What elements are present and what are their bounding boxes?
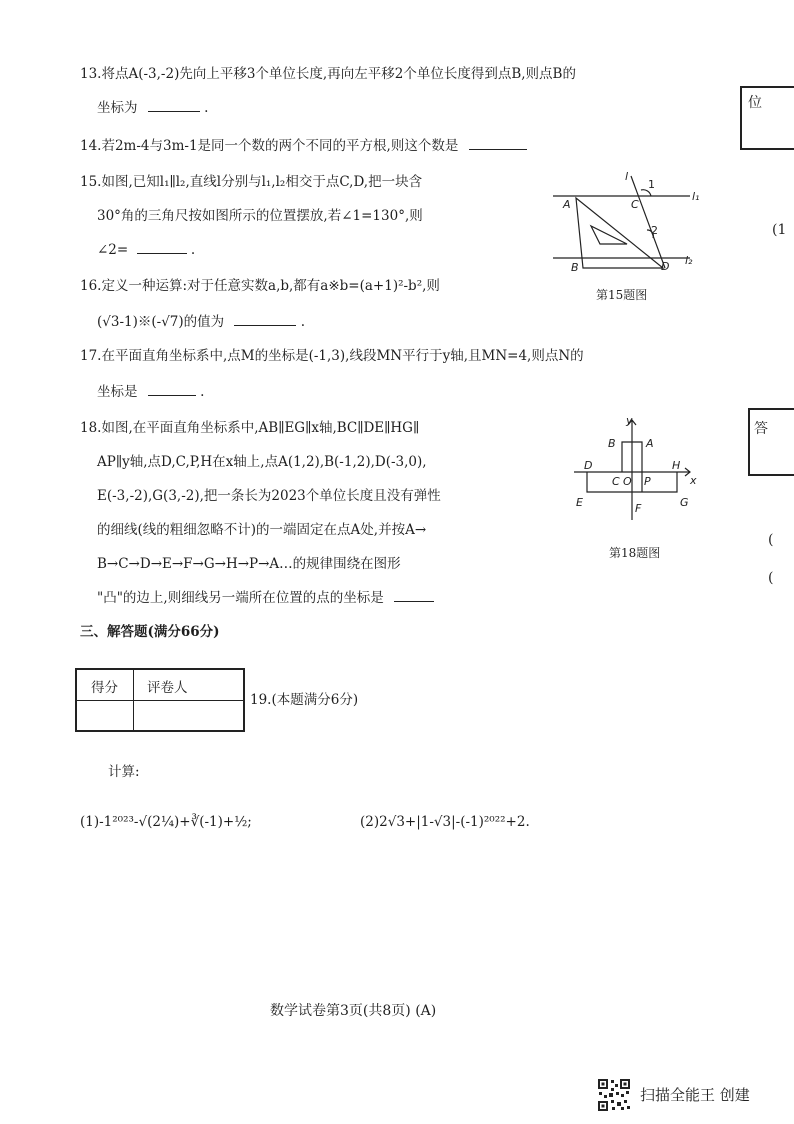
q15-answer-blank[interactable] <box>137 241 187 254</box>
fig18-label-D: D <box>584 459 593 472</box>
q19-instruction: 计算: <box>108 764 140 780</box>
fig15-label-l: l <box>625 170 629 183</box>
watermark-text: 扫描全能王 创建 <box>640 1086 750 1104</box>
q13-line2-text: 坐标为 <box>97 100 138 116</box>
fig18-label-C: C <box>612 475 620 488</box>
q18-answer-blank[interactable] <box>394 589 434 602</box>
q16-line2 <box>97 312 305 332</box>
q13-line1: 13.将点A(-3,-2)先向上平移3个单位长度,再向左平移2个单位长度得到点B,则点B的 <box>80 66 576 82</box>
q15-caption: 第15题图 <box>596 288 648 302</box>
fig15-label-B: B <box>571 261 579 274</box>
score-table-col1: 得分 <box>91 680 118 696</box>
score-table-col2: 评卷人 <box>147 680 188 696</box>
q14-text: 14.若2m-4与3m-1是同一个数的两个不同的平方根,则这个数是 <box>80 138 459 154</box>
q13-tail: . <box>204 100 209 116</box>
fig18-label-G: G <box>680 496 689 509</box>
fig15-label-D: D <box>661 260 670 273</box>
q14-answer-blank[interactable] <box>469 137 527 150</box>
q18-line1: 18.如图,在平面直角坐标系中,AB∥EG∥x轴,BC∥DE∥HG∥ <box>80 420 420 436</box>
q17-answer-blank[interactable] <box>148 383 196 396</box>
q18-line2: AP∥y轴,点D,C,P,H在x轴上,点A(1,2),B(-1,2),D(-3,0), <box>97 454 427 470</box>
edge-mark-5: ( <box>768 570 774 586</box>
score-table-vline <box>133 670 134 730</box>
fig18-label-A: A <box>646 437 654 450</box>
q19-part1: (1)-1²⁰²³-√(2¼)+∛(-1)+½; <box>80 814 252 830</box>
edge-mark-1: 位 <box>748 95 762 111</box>
fig18-label-E: E <box>576 496 583 509</box>
fig18-label-B: B <box>608 437 616 450</box>
q18-line4: 的细线(线的粗细忽略不计)的一端固定在点A处,并按A→ <box>97 522 427 538</box>
q17-tail: . <box>200 384 205 400</box>
q18-line6-text: "凸"的边上,则细线另一端所在位置的点的坐标是 <box>97 590 384 606</box>
fig18-label-O: O <box>623 475 632 488</box>
score-field-points[interactable] <box>79 702 129 728</box>
q16-tail: . <box>300 314 306 330</box>
score-table <box>75 668 245 732</box>
q16-answer-blank[interactable] <box>234 313 296 326</box>
q15-tail: . <box>190 242 196 258</box>
q18-line5: B→C→D→E→F→G→H→P→A…的规律围绕在图形 <box>97 556 401 572</box>
fig15-label-1: 1 <box>648 178 655 191</box>
page-footer: 数学试卷第3页(共8页) (A) <box>270 1003 437 1019</box>
q15-line1: 15.如图,已知l₁∥l₂,直线l分别与l₁,l₂相交于点C,D,把一块含 <box>80 174 423 190</box>
q16-line2-text: (√3-1)※(-√7)的值为 <box>97 314 225 330</box>
score-table-hline <box>77 700 243 701</box>
fig18-label-F: F <box>635 502 642 515</box>
fig15-label-C: C <box>631 198 639 211</box>
q14-line <box>80 136 527 156</box>
edge-mark-4: ( <box>768 532 774 548</box>
fig18-label-y: y <box>626 414 633 427</box>
q17-line2-text: 坐标是 <box>97 384 138 400</box>
fig15-label-A: A <box>563 198 571 211</box>
q19-title: 19.(本题满分6分) <box>250 692 359 708</box>
q16-line1: 16.定义一种运算:对于任意实数a,b,都有a※b=(a+1)²-b²,则 <box>80 278 440 294</box>
score-field-grader[interactable] <box>137 702 241 728</box>
q18-caption: 第18题图 <box>609 546 661 560</box>
q18-line6 <box>97 588 434 608</box>
q17-line2 <box>97 382 204 402</box>
q17-line1: 17.在平面直角坐标系中,点M的坐标是(-1,3),线段MN平行于y轴,且MN=4,则点N的 <box>80 348 584 364</box>
fig18-label-P: P <box>644 475 651 488</box>
q15-line2: 30°角的三角尺按如图所示的位置摆放,若∠1=130°,则 <box>97 208 423 224</box>
q15-line3-text: ∠2= <box>97 242 129 258</box>
edge-mark-3: 答 <box>754 421 768 437</box>
fig18-label-x: x <box>690 474 697 487</box>
fig15-label-2: 2 <box>651 224 658 237</box>
q19-part2: (2)2√3+|1-√3|-(-1)²⁰²²+2. <box>360 814 530 830</box>
fig15-label-l1: l₁ <box>692 190 700 203</box>
fig15-label-l2: l₂ <box>685 254 693 267</box>
figure-18 <box>572 414 702 532</box>
section3-title: 三、解答题(满分66分) <box>80 624 220 640</box>
q13-line2 <box>97 98 208 118</box>
q13-answer-blank[interactable] <box>148 99 200 112</box>
q15-line3 <box>97 240 195 260</box>
qr-code-icon <box>597 1078 631 1112</box>
edge-mark-2: (1 <box>772 222 787 238</box>
figure-15 <box>545 168 705 276</box>
q18-line3: E(-3,-2),G(3,-2),把一条长为2023个单位长度且没有弹性 <box>97 488 441 504</box>
fig18-label-H: H <box>672 459 681 472</box>
